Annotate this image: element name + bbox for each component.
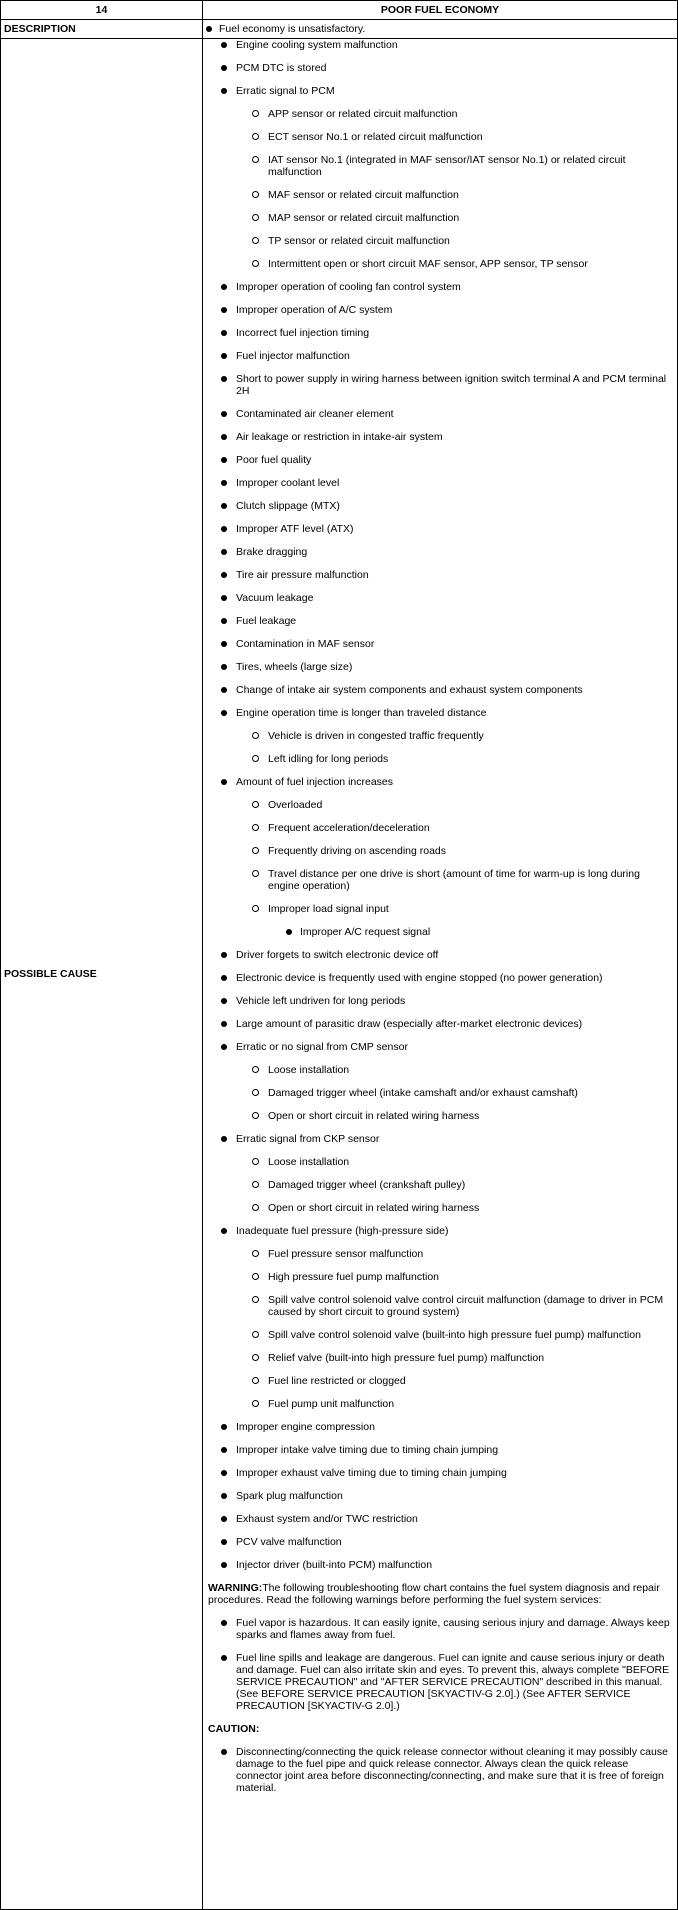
hollow-bullet-icon: [252, 133, 259, 140]
cause-item: Vacuum leakage: [208, 592, 673, 604]
bullet-icon: [221, 1655, 227, 1661]
bullet-icon: [221, 1516, 227, 1522]
hollow-bullet-icon: [252, 905, 259, 912]
bullet-icon: [221, 1749, 227, 1755]
cause-item: Open or short circuit in related wiring harness: [208, 1110, 673, 1122]
bullet-icon: [221, 595, 227, 601]
hollow-bullet-icon: [252, 1204, 259, 1211]
bullet-icon: [221, 1447, 227, 1453]
bullet-icon: [221, 641, 227, 647]
cause-item: Travel distance per one drive is short (amount of time for warm-up is long during engine operation): [208, 868, 673, 892]
hollow-bullet-icon: [252, 1296, 259, 1303]
bullet-icon: [221, 572, 227, 578]
bullet-icon: [221, 526, 227, 532]
bullet-icon: [221, 330, 227, 336]
cause-item: Exhaust system and/or TWC restriction: [208, 1513, 673, 1525]
cause-item: Clutch slippage (MTX): [208, 500, 673, 512]
possible-cause-list: [208, 39, 673, 1805]
hollow-bullet-icon: [252, 824, 259, 831]
cause-item: Amount of fuel injection increases: [208, 776, 673, 788]
cause-item: Overloaded: [208, 799, 673, 811]
cause-item: Vehicle is driven in congested traffic frequently: [208, 730, 673, 742]
hollow-bullet-icon: [252, 1112, 259, 1119]
bullet-icon: [221, 1021, 227, 1027]
cause-item: Tires, wheels (large size): [208, 661, 673, 673]
hollow-bullet-icon: [252, 237, 259, 244]
cause-item: Spill valve control solenoid valve (built-into high pressure fuel pump) malfunction: [208, 1329, 673, 1341]
cause-item: ECT sensor No.1 or related circuit malfunction: [208, 131, 673, 143]
cause-item: Contaminated air cleaner element: [208, 408, 673, 420]
cause-item: Erratic or no signal from CMP sensor: [208, 1041, 673, 1053]
hollow-bullet-icon: [252, 1158, 259, 1165]
hollow-bullet-icon: [252, 110, 259, 117]
bullet-icon: [221, 1044, 227, 1050]
bullet-icon: [221, 1424, 227, 1430]
cause-item: TP sensor or related circuit malfunction: [208, 235, 673, 247]
cause-item: Erratic signal from CKP sensor: [208, 1133, 673, 1145]
cause-item: Improper ATF level (ATX): [208, 523, 673, 535]
hollow-bullet-icon: [252, 260, 259, 267]
hollow-bullet-icon: [252, 1377, 259, 1384]
cause-item: Injector driver (built-into PCM) malfunction: [208, 1559, 673, 1571]
bullet-icon: [221, 480, 227, 486]
cause-item: Engine cooling system malfunction: [208, 39, 673, 51]
cause-item: Damaged trigger wheel (crankshaft pulley): [208, 1179, 673, 1191]
cause-item: Improper engine compression: [208, 1421, 673, 1433]
cause-item: MAF sensor or related circuit malfunction: [208, 189, 673, 201]
cause-item: Brake dragging: [208, 546, 673, 558]
warning-paragraph: [208, 1582, 673, 1606]
cause-item: PCV valve malfunction: [208, 1536, 673, 1548]
bullet-icon: [206, 26, 212, 32]
hollow-bullet-icon: [252, 191, 259, 198]
bullet-icon: [221, 307, 227, 313]
cause-item: MAP sensor or related circuit malfunction: [208, 212, 673, 224]
cause-item: Fuel leakage: [208, 615, 673, 627]
cause-item: Improper load signal input: [208, 903, 673, 915]
caution-item: Disconnecting/connecting the quick release connector without cleaning it may possibly cause damage to the fuel pipe and quick release connector. Always clean the quick release connector joint area before disconnecting/connecting, and make sure that it is free of foreign material.: [208, 1746, 673, 1794]
hollow-bullet-icon: [252, 1400, 259, 1407]
cause-item: Engine operation time is longer than traveled distance: [208, 707, 673, 719]
warning-item: Fuel vapor is hazardous. It can easily ignite, causing serious injury and damage. Always keep sparks and flames away from fuel.: [208, 1617, 673, 1641]
hollow-bullet-icon: [252, 1089, 259, 1096]
bullet-icon: [221, 457, 227, 463]
cause-item: Large amount of parasitic draw (especially after-market electronic devices): [208, 1018, 673, 1030]
procedure-number: 14: [1, 1, 203, 19]
cause-item: Fuel pressure sensor malfunction: [208, 1248, 673, 1260]
bullet-icon: [221, 42, 227, 48]
cause-item: Improper A/C request signal: [208, 926, 673, 938]
hollow-bullet-icon: [252, 1250, 259, 1257]
bullet-icon: [221, 353, 227, 359]
cause-item: Improper intake valve timing due to timing chain jumping: [208, 1444, 673, 1456]
cause-item: Improper operation of A/C system: [208, 304, 673, 316]
cause-item: Open or short circuit in related wiring harness: [208, 1202, 673, 1214]
bullet-icon: [221, 284, 227, 290]
cause-item: Relief valve (built-into high pressure fuel pump) malfunction: [208, 1352, 673, 1364]
hollow-bullet-icon: [252, 1354, 259, 1361]
bullet-icon: [221, 1620, 227, 1626]
bullet-icon: [221, 549, 227, 555]
hollow-bullet-icon: [252, 801, 259, 808]
bullet-icon: [221, 618, 227, 624]
cause-item: Frequent acceleration/deceleration: [208, 822, 673, 834]
bullet-icon: [221, 687, 227, 693]
description-text: Fuel economy is unsatisfactory.: [219, 20, 673, 38]
cause-item: APP sensor or related circuit malfunction: [208, 108, 673, 120]
hollow-bullet-icon: [252, 156, 259, 163]
hollow-bullet-icon: [252, 732, 259, 739]
description-label: DESCRIPTION: [4, 23, 76, 35]
cause-item: Fuel pump unit malfunction: [208, 1398, 673, 1410]
bullet-icon: [221, 710, 227, 716]
cause-item: Change of intake air system components and exhaust system components: [208, 684, 673, 696]
hollow-bullet-icon: [252, 1181, 259, 1188]
cause-item: Incorrect fuel injection timing: [208, 327, 673, 339]
bullet-icon: [221, 975, 227, 981]
warning-text: The following troubleshooting flow chart contains the fuel system diagnosis and repair procedures. Read the following warnings before performing the fuel system services:: [208, 1582, 660, 1606]
cause-item: Tire air pressure malfunction: [208, 569, 673, 581]
cause-item: Spill valve control solenoid valve control circuit malfunction (damage to driver in PCM caused by short circuit to ground system): [208, 1294, 673, 1318]
bullet-icon: [221, 1470, 227, 1476]
cause-item: Loose installation: [208, 1064, 673, 1076]
warning-label: WARNING:: [208, 1582, 263, 1594]
bullet-icon: [221, 1136, 227, 1142]
cause-item: Short to power supply in wiring harness between ignition switch terminal A and PCM terminal 2H: [208, 373, 673, 397]
cause-item: High pressure fuel pump malfunction: [208, 1271, 673, 1283]
possible-cause-row: [1, 39, 677, 1909]
bullet-icon: [221, 1228, 227, 1234]
cause-item: Improper coolant level: [208, 477, 673, 489]
bullet-icon: [221, 779, 227, 785]
possible-cause-label: POSSIBLE CAUSE: [4, 968, 97, 980]
bullet-icon: [221, 952, 227, 958]
bullet-icon: [286, 929, 292, 935]
cause-item: Driver forgets to switch electronic device off: [208, 949, 673, 961]
bullet-icon: [221, 1539, 227, 1545]
cause-item: Improper exhaust valve timing due to timing chain jumping: [208, 1467, 673, 1479]
cause-item: Improper operation of cooling fan control system: [208, 281, 673, 293]
cause-item: Damaged trigger wheel (intake camshaft and/or exhaust camshaft): [208, 1087, 673, 1099]
hollow-bullet-icon: [252, 1331, 259, 1338]
cause-item: Intermittent open or short circuit MAF sensor, APP sensor, TP sensor: [208, 258, 673, 270]
procedure-title: POOR FUEL ECONOMY: [380, 4, 500, 16]
cause-item: PCM DTC is stored: [208, 62, 673, 74]
caution-label: CAUTION:: [208, 1723, 260, 1735]
hollow-bullet-icon: [252, 870, 259, 877]
cause-item: Loose installation: [208, 1156, 673, 1168]
bullet-icon: [221, 376, 227, 382]
cause-item: IAT sensor No.1 (integrated in MAF sensor/IAT sensor No.1) or related circuit malfunction: [208, 154, 673, 178]
cause-item: Erratic signal to PCM: [208, 85, 673, 97]
description-row: [1, 20, 677, 39]
hollow-bullet-icon: [252, 755, 259, 762]
cause-item: Vehicle left undriven for long periods: [208, 995, 673, 1007]
bullet-icon: [221, 434, 227, 440]
cause-item: Spark plug malfunction: [208, 1490, 673, 1502]
cause-item: Frequently driving on ascending roads: [208, 845, 673, 857]
cause-item: Poor fuel quality: [208, 454, 673, 466]
warning-item: Fuel line spills and leakage are dangerous. Fuel can ignite and cause serious injury or death and damage. Fuel can also irritate skin and eyes. To prevent this, always complete "BEFORE SERVICE PRECAUTION" and "AFTER SERVICE PRECAUTION" described in this manual. (See BEFORE SERVICE PRECAUTION [SKYACTIV-G 2.0].) (See AFTER SERVICE PRECAUTION [SKYACTIV-G 2.0].): [208, 1652, 673, 1712]
bullet-icon: [221, 664, 227, 670]
cause-item: Inadequate fuel pressure (high-pressure side): [208, 1225, 673, 1237]
cause-item: Air leakage or restriction in intake-air system: [208, 431, 673, 443]
cause-item: Contamination in MAF sensor: [208, 638, 673, 650]
table-header: [1, 1, 677, 20]
cause-item: Electronic device is frequently used with engine stopped (no power generation): [208, 972, 673, 984]
hollow-bullet-icon: [252, 1066, 259, 1073]
bullet-icon: [221, 1562, 227, 1568]
bullet-icon: [221, 1493, 227, 1499]
bullet-icon: [221, 411, 227, 417]
hollow-bullet-icon: [252, 214, 259, 221]
bullet-icon: [221, 65, 227, 71]
hollow-bullet-icon: [252, 847, 259, 854]
cause-item: Fuel line restricted or clogged: [208, 1375, 673, 1387]
cause-item: Left idling for long periods: [208, 753, 673, 765]
cause-item: Fuel injector malfunction: [208, 350, 673, 362]
bullet-icon: [221, 998, 227, 1004]
hollow-bullet-icon: [252, 1273, 259, 1280]
bullet-icon: [221, 503, 227, 509]
bullet-icon: [221, 88, 227, 94]
